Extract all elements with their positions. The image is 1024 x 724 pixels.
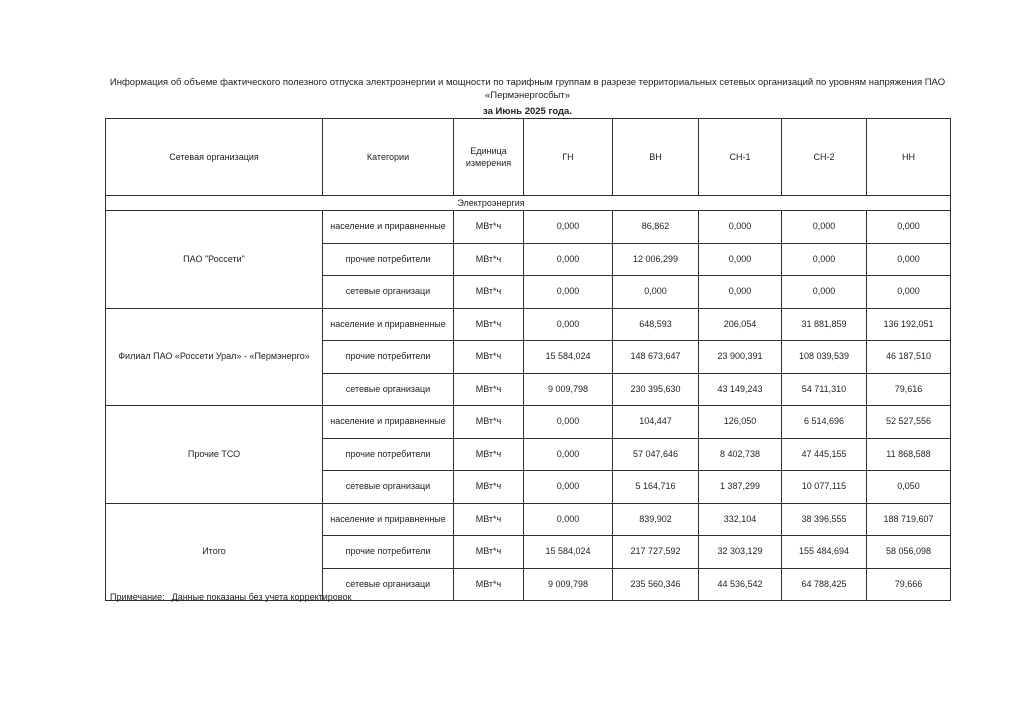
table-row bbox=[106, 211, 951, 244]
footnote bbox=[110, 592, 351, 602]
category-cell: прочие потребители bbox=[323, 243, 454, 276]
value-cell: 0,000 bbox=[699, 211, 782, 244]
value-cell: 58 056,098 bbox=[867, 536, 951, 569]
value-cell: 0,000 bbox=[867, 276, 951, 309]
value-cell: 32 303,129 bbox=[699, 536, 782, 569]
unit-cell: МВт*ч bbox=[454, 211, 524, 244]
header-row bbox=[106, 119, 951, 196]
unit-cell: МВт*ч bbox=[454, 568, 524, 601]
value-cell: 79,666 bbox=[867, 568, 951, 601]
footnote-text: Данные показаны без учета корректировок bbox=[171, 592, 352, 602]
value-cell: 23 900,391 bbox=[699, 341, 782, 374]
value-cell: 217 727,592 bbox=[613, 536, 699, 569]
value-cell: 206,054 bbox=[699, 308, 782, 341]
col-header-gn: ГН bbox=[524, 119, 613, 196]
value-cell: 0,000 bbox=[782, 243, 867, 276]
category-cell: население и приравненные bbox=[323, 503, 454, 536]
category-cell: сетевые организаци bbox=[323, 471, 454, 504]
value-cell: 15 584,024 bbox=[524, 536, 613, 569]
value-cell: 0,000 bbox=[524, 438, 613, 471]
table-row bbox=[106, 503, 951, 536]
value-cell: 57 047,646 bbox=[613, 438, 699, 471]
col-header-sn1: СН-1 bbox=[699, 119, 782, 196]
value-cell: 230 395,630 bbox=[613, 373, 699, 406]
value-cell: 15 584,024 bbox=[524, 341, 613, 374]
value-cell: 79,616 bbox=[867, 373, 951, 406]
value-cell: 9 009,798 bbox=[524, 373, 613, 406]
document-subtitle: за Июнь 2025 года. bbox=[483, 106, 572, 117]
value-cell: 0,000 bbox=[867, 243, 951, 276]
value-cell: 188 719,607 bbox=[867, 503, 951, 536]
section-row bbox=[106, 196, 951, 211]
value-cell: 136 192,051 bbox=[867, 308, 951, 341]
value-cell: 332,104 bbox=[699, 503, 782, 536]
category-cell: сетевые организаци bbox=[323, 568, 454, 601]
value-cell: 0,000 bbox=[782, 211, 867, 244]
table-row bbox=[106, 308, 951, 341]
col-header-categories: Категории bbox=[323, 119, 454, 196]
value-cell: 43 149,243 bbox=[699, 373, 782, 406]
title-block bbox=[105, 76, 950, 118]
value-cell: 148 673,647 bbox=[613, 341, 699, 374]
org-name-cell: Итого bbox=[106, 503, 323, 601]
unit-cell: МВт*ч bbox=[454, 536, 524, 569]
value-cell: 0,000 bbox=[524, 308, 613, 341]
document-title: Информация об объеме фактического полезного отпуска электроэнергии и мощности по тарифным группам в разрезе территориальных сетевых организаций по уровням напряжения ПАО «Пермэнергосбыт» bbox=[109, 77, 946, 101]
value-cell: 10 077,115 bbox=[782, 471, 867, 504]
value-cell: 648,593 bbox=[613, 308, 699, 341]
value-cell: 108 039,539 bbox=[782, 341, 867, 374]
value-cell: 54 711,310 bbox=[782, 373, 867, 406]
value-cell: 0,000 bbox=[699, 243, 782, 276]
section-label: Электроэнергия bbox=[106, 196, 951, 211]
value-cell: 38 396,555 bbox=[782, 503, 867, 536]
value-cell: 11 868,588 bbox=[867, 438, 951, 471]
col-header-vn: ВН bbox=[613, 119, 699, 196]
col-header-unit: Единица измерения bbox=[454, 119, 524, 196]
unit-cell: МВт*ч bbox=[454, 373, 524, 406]
value-cell: 0,000 bbox=[699, 276, 782, 309]
value-cell: 126,050 bbox=[699, 406, 782, 439]
value-cell: 155 484,694 bbox=[782, 536, 867, 569]
category-cell: прочие потребители bbox=[323, 438, 454, 471]
value-cell: 8 402,738 bbox=[699, 438, 782, 471]
value-cell: 44 536,542 bbox=[699, 568, 782, 601]
category-cell: население и приравненные bbox=[323, 406, 454, 439]
col-header-nn: НН bbox=[867, 119, 951, 196]
category-cell: сетевые организаци bbox=[323, 373, 454, 406]
col-header-network-org: Сетевая организация bbox=[106, 119, 323, 196]
value-cell: 46 187,510 bbox=[867, 341, 951, 374]
category-cell: прочие потребители bbox=[323, 536, 454, 569]
value-cell: 0,000 bbox=[524, 211, 613, 244]
value-cell: 6 514,696 bbox=[782, 406, 867, 439]
value-cell: 0,000 bbox=[524, 406, 613, 439]
org-name-cell: Филиал ПАО «Россети Урал» - «Пермэнерго» bbox=[106, 308, 323, 406]
value-cell: 0,000 bbox=[524, 243, 613, 276]
value-cell: 5 164,716 bbox=[613, 471, 699, 504]
unit-cell: МВт*ч bbox=[454, 276, 524, 309]
value-cell: 12 006,299 bbox=[613, 243, 699, 276]
category-cell: население и приравненные bbox=[323, 211, 454, 244]
footnote-label: Примечание: bbox=[110, 592, 165, 602]
value-cell: 0,000 bbox=[867, 211, 951, 244]
unit-cell: МВт*ч bbox=[454, 341, 524, 374]
value-cell: 64 788,425 bbox=[782, 568, 867, 601]
unit-cell: МВт*ч bbox=[454, 243, 524, 276]
org-name-cell: Прочие ТСО bbox=[106, 406, 323, 504]
value-cell: 0,000 bbox=[524, 503, 613, 536]
value-cell: 0,000 bbox=[613, 276, 699, 309]
value-cell: 31 881,859 bbox=[782, 308, 867, 341]
unit-cell: МВт*ч bbox=[454, 308, 524, 341]
value-cell: 0,000 bbox=[524, 471, 613, 504]
col-header-sn2: СН-2 bbox=[782, 119, 867, 196]
value-cell: 1 387,299 bbox=[699, 471, 782, 504]
value-cell: 235 560,346 bbox=[613, 568, 699, 601]
value-cell: 52 527,556 bbox=[867, 406, 951, 439]
unit-cell: МВт*ч bbox=[454, 471, 524, 504]
org-name-cell: ПАО "Россети" bbox=[106, 211, 323, 309]
value-cell: 839,902 bbox=[613, 503, 699, 536]
unit-cell: МВт*ч bbox=[454, 406, 524, 439]
value-cell: 0,000 bbox=[782, 276, 867, 309]
category-cell: сетевые организаци bbox=[323, 276, 454, 309]
value-cell: 47 445,155 bbox=[782, 438, 867, 471]
category-cell: население и приравненные bbox=[323, 308, 454, 341]
value-cell: 0,000 bbox=[524, 276, 613, 309]
value-cell: 0,050 bbox=[867, 471, 951, 504]
value-cell: 86,862 bbox=[613, 211, 699, 244]
value-cell: 9 009,798 bbox=[524, 568, 613, 601]
category-cell: прочие потребители bbox=[323, 341, 454, 374]
unit-cell: МВт*ч bbox=[454, 438, 524, 471]
electricity-supply-table bbox=[105, 118, 951, 601]
value-cell: 104,447 bbox=[613, 406, 699, 439]
unit-cell: МВт*ч bbox=[454, 503, 524, 536]
table-row bbox=[106, 406, 951, 439]
